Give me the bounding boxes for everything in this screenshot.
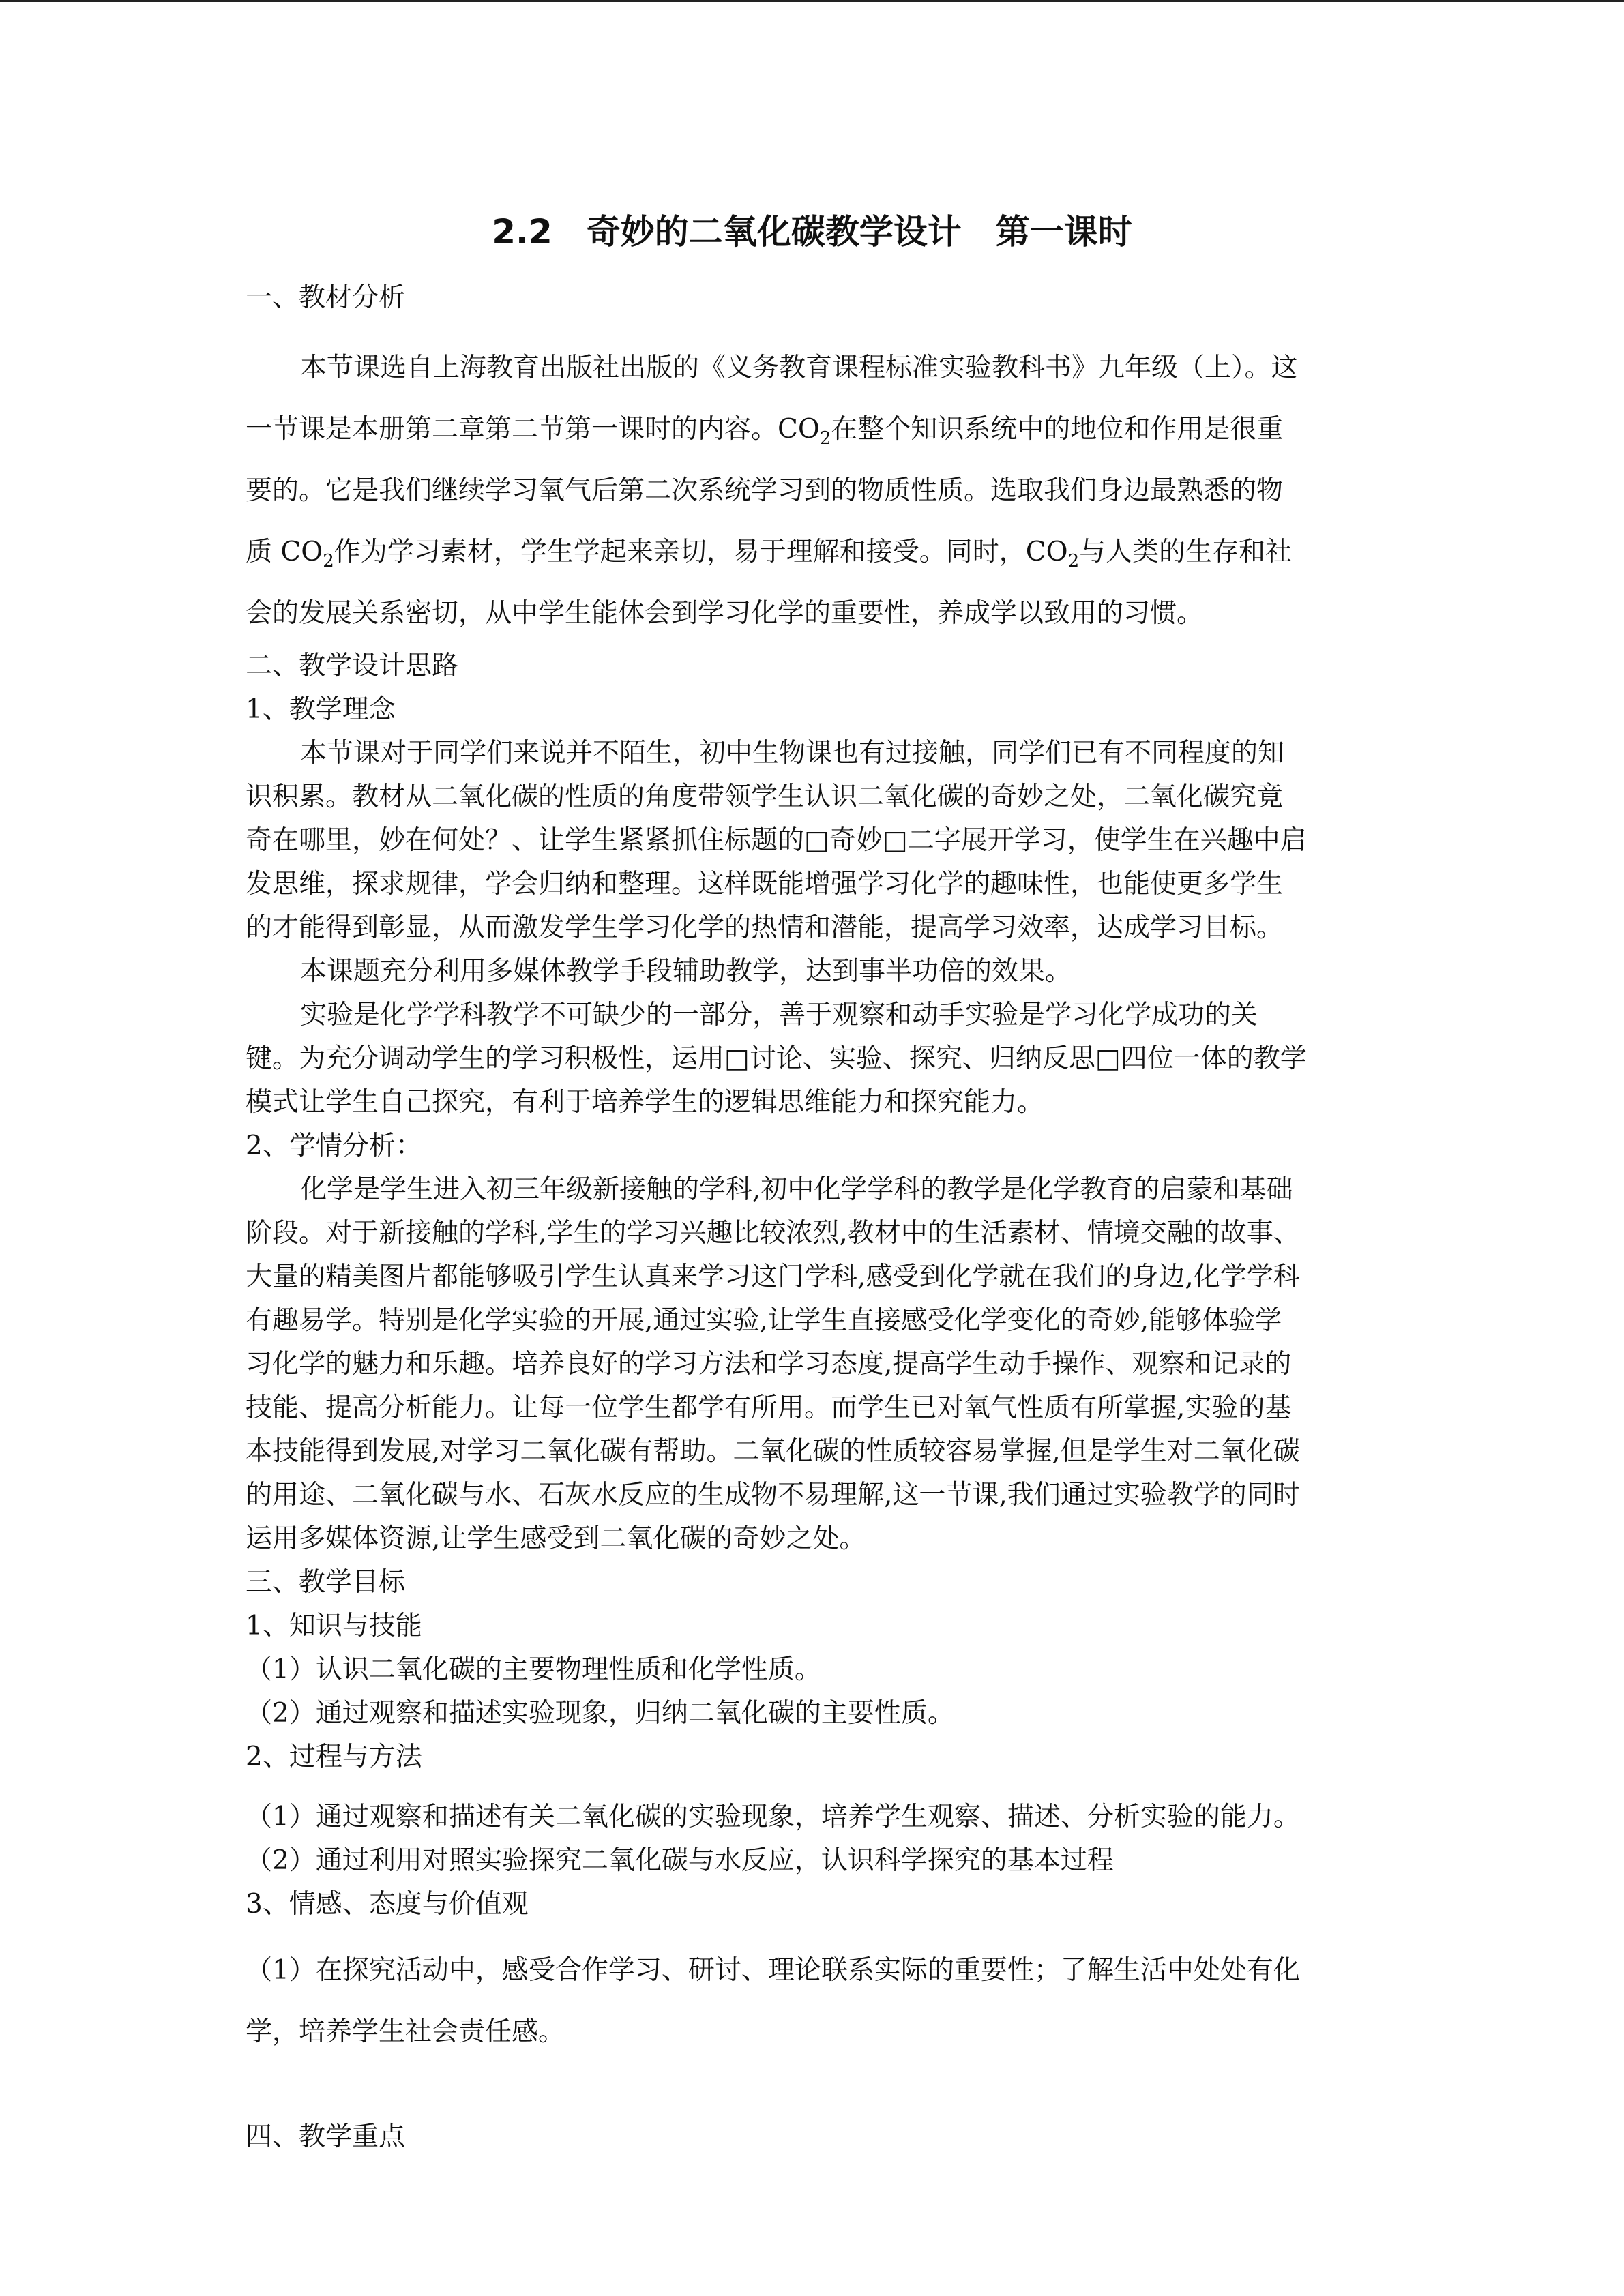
paragraph-line: 键。为充分调动学生的学习积极性，运用□讨论、实验、探究、归纳反思□四位一体的教学 [246,1043,1307,1074]
subscript: 2 [1067,550,1080,571]
subscript: 2 [819,428,831,449]
top-border-line [0,0,1624,2]
spacer [246,2063,1381,2106]
objective-item: 学，培养学生社会责任感。 [246,2016,565,2047]
paragraph-line: 习化学的魅力和乐趣。培养良好的学习方法和学习态度,提高学生动手操作、观察和记录的 [246,1349,1292,1380]
paragraph-line: 发思维，探求规律，学会归纳和整理。这样既能增强学习化学的趣味性，也能使更多学生 [246,869,1284,899]
paragraph-line [246,522,1381,583]
subscript: 2 [323,550,334,571]
paragraph-line: 化学是学生进入初三年级新接触的学科,初中化学学科的教学是化学教育的启蒙和基础 [300,1174,1293,1205]
paragraph-line: 奇在哪里，妙在何处？、让学生紧紧抓住标题的□奇妙□二字展开学习，使学生在兴趣中启 [246,825,1307,856]
subheading-knowledge-skills: 1、知识与技能 [246,1611,422,1641]
objective-item: （2）通过观察和描述实验现象，归纳二氧化碳的主要性质。 [246,1698,954,1729]
subheading-learner-analysis: 2、学情分析： [246,1131,422,1161]
text-fragment: 一节课是本册第二章第二节第一课时的内容。CO [246,414,820,445]
text-fragment: 作为学习素材，学生学起来亲切，易于理解和接受。同时，CO [334,537,1068,567]
paragraph-line: 本课题充分利用多媒体教学手段辅助教学，达到事半功倍的效果。 [300,956,1072,987]
paragraph-line: 模式让学生自己探究，有利于培养学生的逻辑思维能力和探究能力。 [246,1087,1044,1118]
section-heading-teaching-objectives: 三、教学目标 [246,1567,406,1598]
document-title: 2.2 奇妙的二氧化碳教学设计 第一课时 [492,212,1132,252]
text-fragment: 在整个知识系统中的地位和作用是很重 [831,414,1284,445]
paragraph-line: 技能、提高分析能力。让每一位学生都学有所用。而学生已对氧气性质有所掌握,实验的基 [246,1392,1292,1423]
subheading-teaching-philosophy: 1、教学理念 [246,694,396,725]
paragraph-line: 大量的精美图片都能够吸引学生认真来学习这门学科,感受到化学就在我们的身边,化学学科 [246,1262,1300,1292]
subheading-emotions-values: 3、情感、态度与价值观 [246,1889,529,1920]
paragraph-line: 会的发展关系密切，从中学生能体会到学习化学的重要性，养成学以致用的习惯。 [246,598,1204,629]
paragraph-line [246,399,1381,460]
section-heading-textbook-analysis: 一、教材分析 [246,282,406,313]
paragraph-line: 的才能得到彰显，从而激发学生学习化学的热情和潜能，提高学习效率，达成学习目标。 [246,912,1284,943]
objective-item: （1）认识二氧化碳的主要物理性质和化学性质。 [246,1654,821,1685]
document-body [246,276,1381,2168]
section-heading-key-points: 四、教学重点 [246,2121,406,2152]
paragraph-line: 本节课选自上海教育出版社出版的《义务教育课程标准实验教科书》九年级（上）。这 [300,353,1298,383]
paragraph-line: 识积累。教材从二氧化碳的性质的角度带领学生认识二氧化碳的奇妙之处，二氧化碳究竟 [246,781,1284,812]
paragraph-line: 要的。它是我们继续学习氧气后第二次系统学习到的物质性质。选取我们身边最熟悉的物 [246,475,1284,506]
paragraph-line: 的用途、二氧化碳与水、石灰水反应的生成物不易理解,这一节课,我们通过实验教学的同时 [246,1480,1300,1510]
paragraph-line: 实验是化学学科教学不可缺少的一部分，善于观察和动手实验是学习化学成功的关 [300,1000,1258,1030]
paragraph-line: 本技能得到发展,对学习二氧化碳有帮助。二氧化碳的性质较容易掌握,但是学生对二氧化碳 [246,1436,1300,1467]
paragraph-line: 阶段。对于新接触的学科,学生的学习兴趣比较浓烈,教材中的生活素材、情境交融的故事、 [246,1218,1300,1249]
objective-item: （1）通过观察和描述有关二氧化碳的实验现象，培养学生观察、描述、分析实验的能力。 [246,1802,1300,1832]
section-heading-design-approach: 二、教学设计思路 [246,651,459,681]
text-fragment: 与人类的生存和社 [1079,537,1293,567]
paragraph-line: 有趣易学。特别是化学实验的开展,通过实验,让学生直接感受化学变化的奇妙,能够体验学 [246,1305,1282,1336]
objective-item: （1）在探究活动中，感受合作学习、研讨、理论联系实际的重要性；了解生活中处处有化 [246,1955,1300,1986]
paragraph-line: 运用多媒体资源,让学生感受到二氧化碳的奇妙之处。 [246,1523,866,1554]
paragraph-line: 本节课对于同学们来说并不陌生，初中生物课也有过接触，同学们已有不同程度的知 [300,738,1285,769]
text-fragment: 质 CO [246,537,323,567]
subheading-process-methods: 2、过程与方法 [246,1742,422,1772]
objective-item: （2）通过利用对照实验探究二氧化碳与水反应，认识科学探究的基本过程 [246,1845,1114,1876]
